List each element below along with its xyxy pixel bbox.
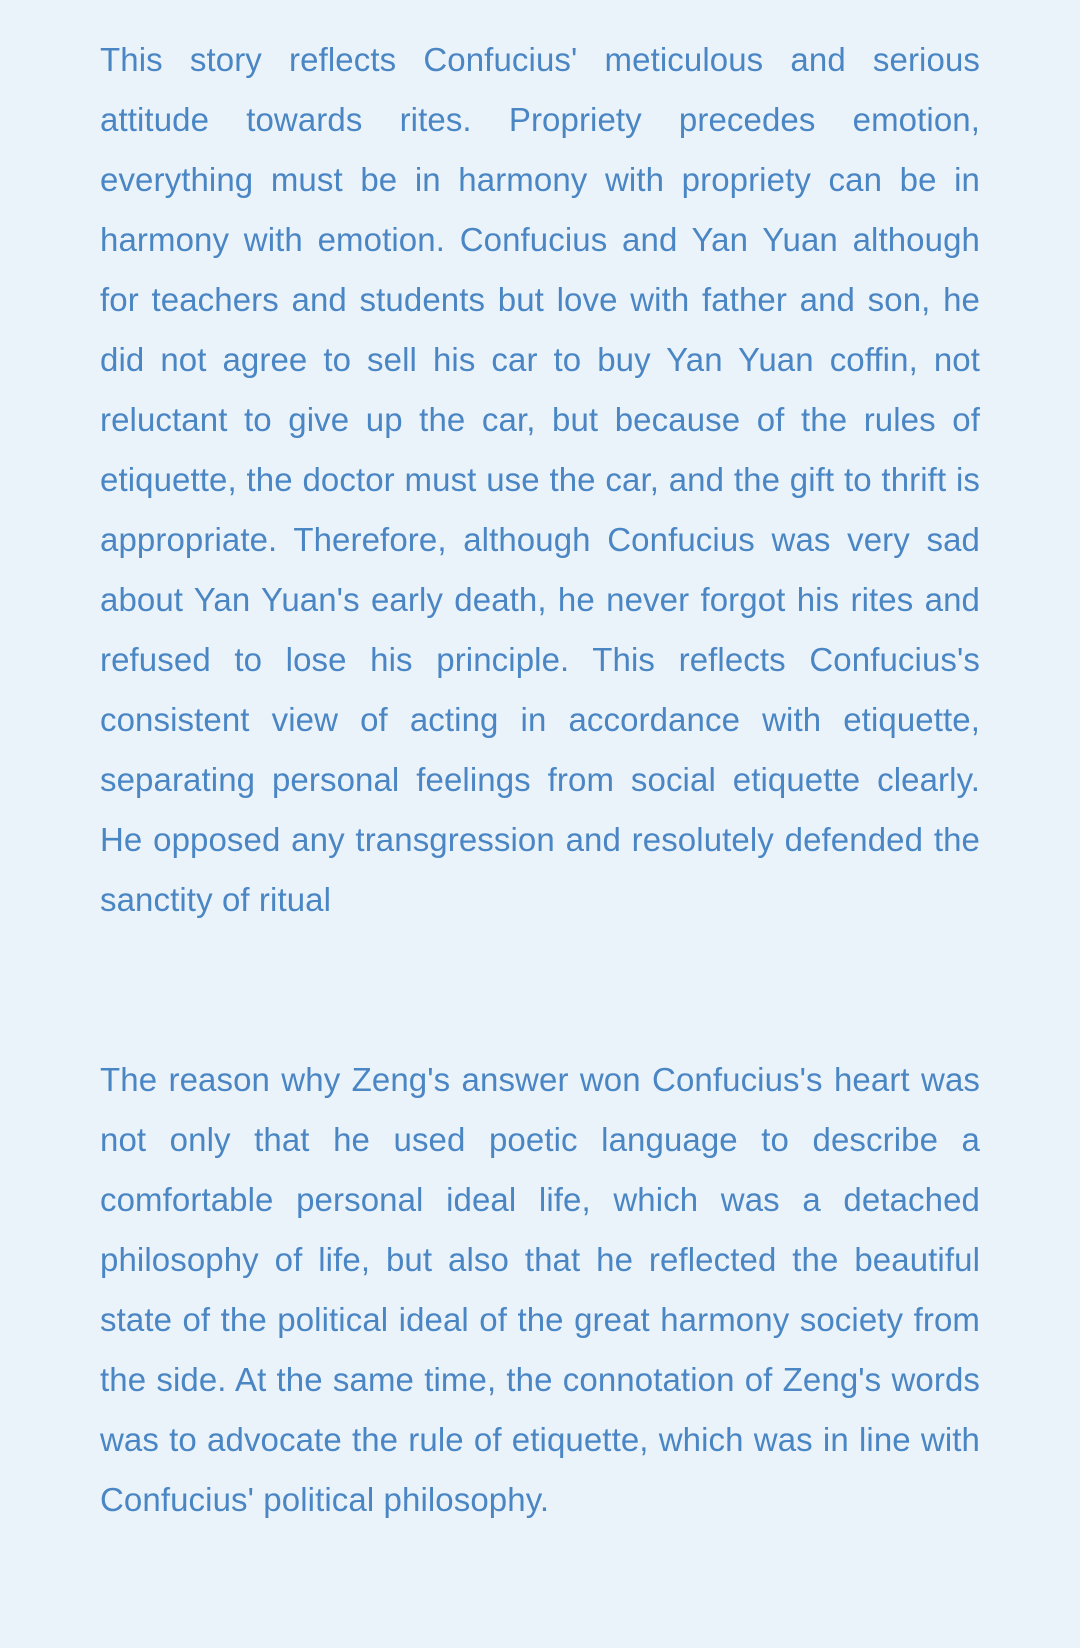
- paragraph-rites: This story reflects Confucius' meticulous and serious attitude towards rites. Propriety precedes emotion, everything must be in harmony with propriety can be in harmony with emotion. Confucius and Yan Yuan although for teachers and students but love with father and son, he did not agree to sell his car to buy Yan Yuan coffin, not reluctant to give up the car, but because of the rules of etiquette, the doctor must use the car, and the gift to thrift is appropriate. Therefore, although Confucius was very sad about Yan Yuan's early death, he never forgot his rites and refused to lose his principle. This reflects Confucius's consistent view of acting in accordance with etiquette, separating personal feelings from social etiquette clearly. He opposed any transgression and resolutely defended the sanctity of ritual: [100, 41, 980, 918]
- paragraph-zeng-answer: The reason why Zeng's answer won Confucius's heart was not only that he used poetic language to describe a comfortable personal ideal life, which was a detached philosophy of life, but also that he reflected the beautiful state of the political ideal of the great harmony society from the side. At the same time, the connotation of Zeng's words was to advocate the rule of etiquette, which was in line with Confucius' political philosophy.: [100, 1061, 980, 1518]
